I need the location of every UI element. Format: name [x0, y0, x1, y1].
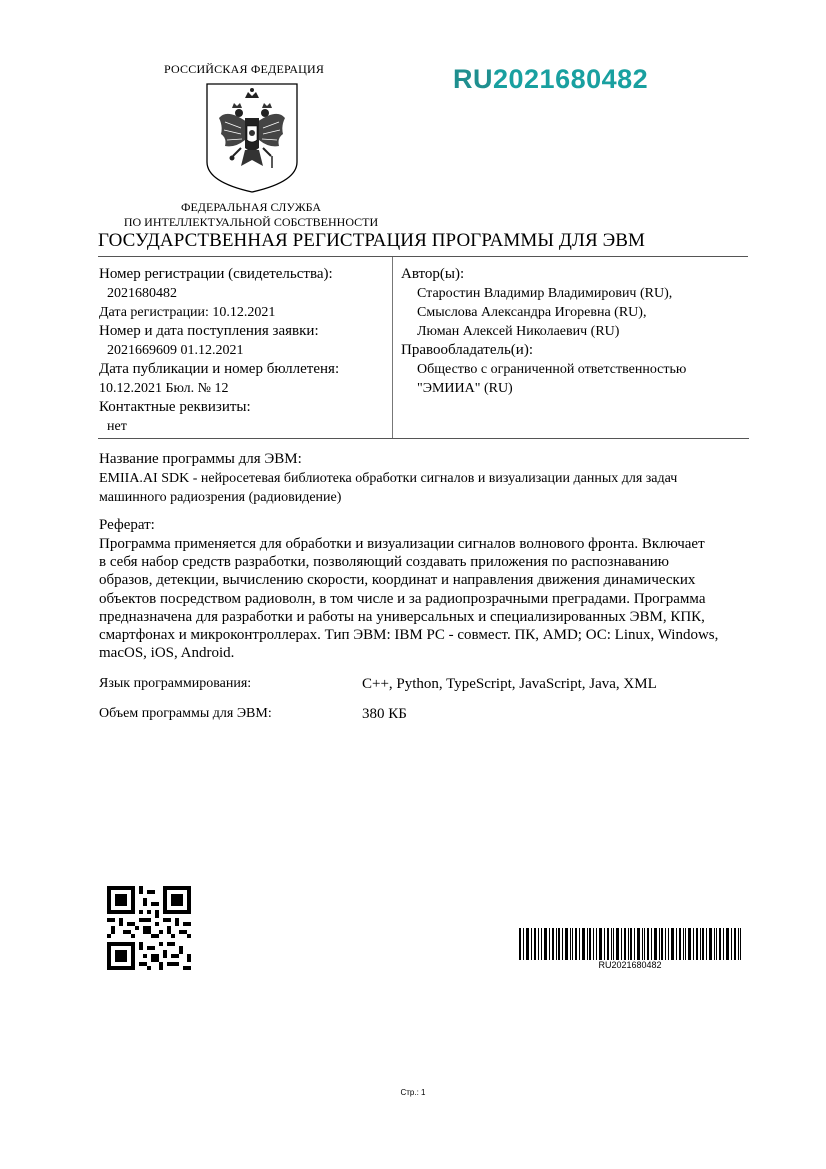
registration-digits: 2021680482: [493, 64, 649, 94]
size-value: 380 КБ: [362, 706, 407, 722]
holder-name-line-1: Общество с ограниченной ответственностью: [417, 362, 687, 377]
language-label: Язык программирования:: [99, 676, 252, 691]
publication-value: 10.12.2021 Бюл. № 12: [99, 381, 229, 396]
qr-code-icon: [107, 886, 191, 970]
contacts-label: Контактные реквизиты:: [99, 399, 251, 415]
title-divider: [98, 256, 748, 257]
country-name: РОССИЙСКАЯ ФЕДЕРАЦИЯ: [164, 62, 325, 76]
barcode-icon: [519, 928, 741, 960]
abstract-line: образов, детекции, вычислению скорости, координат и направления движения динамических: [99, 572, 696, 589]
registration-info: [99, 265, 339, 436]
contacts-value: нет: [107, 419, 127, 434]
abstract-label: Реферат:: [99, 517, 155, 533]
agency-line-2: ПО ИНТЕЛЛЕКТУАЛЬНОЙ СОБСТВЕННОСТИ: [123, 215, 379, 229]
program-name-section: [99, 450, 749, 507]
author-item: Смыслова Александра Игоревна (RU),: [417, 305, 647, 320]
country-code: RU: [453, 64, 493, 94]
abstract-section: [99, 516, 751, 662]
authors-label: Автор(ы):: [401, 266, 465, 282]
holder-label: Правообладатель(и):: [401, 342, 533, 358]
program-name-line-1: EMIIA.AI SDK - нейросетевая библиотека обработки сигналов и визуализации данных для задач: [99, 471, 678, 486]
agency-line-1: ФЕДЕРАЛЬНАЯ СЛУЖБА: [181, 200, 321, 214]
registration-number-heading: [453, 64, 648, 95]
authors-info: [401, 265, 686, 398]
size-label: Объем программы для ЭВМ:: [99, 706, 272, 721]
author-item: Люман Алексей Николаевич (RU): [417, 324, 620, 339]
publication-label: Дата публикации и номер бюллетеня:: [99, 361, 340, 377]
holder-name-line-2: "ЭМИИА" (RU): [417, 381, 513, 396]
abstract-line: предназначена для разработки и работы на универсальных и специализированных ЭВМ, КПК,: [99, 608, 705, 625]
program-name-label: Название программы для ЭВМ:: [99, 451, 302, 467]
barcode-label: RU2021680482: [598, 960, 662, 970]
program-name-line-2: машинного радиозрения (радиовидение): [99, 490, 342, 505]
info-divider: [98, 438, 749, 439]
abstract-line: в себя набор средств разработки, позволяющий создавать приложения по распознаванию: [99, 554, 669, 571]
abstract-line: macOS, iOS, Android.: [99, 645, 235, 662]
document-title: ГОСУДАРСТВЕННАЯ РЕГИСТРАЦИЯ ПРОГРАММЫ ДЛЯ ЭВМ: [98, 230, 645, 251]
page-number: Стр.: 1: [400, 1088, 426, 1097]
author-item: Старостин Владимир Владимирович (RU),: [417, 286, 673, 301]
language-value: C++, Python, TypeScript, JavaScript, Java, XML: [362, 676, 657, 692]
reg-number-label: Номер регистрации (свидетельства):: [99, 266, 333, 282]
reg-number-value: 2021680482: [107, 286, 177, 301]
double-headed-eagle-icon: [205, 82, 299, 194]
application-label: Номер и дата поступления заявки:: [99, 323, 319, 339]
reg-date: Дата регистрации: 10.12.2021: [99, 305, 276, 320]
agency-name: [96, 200, 406, 230]
abstract-line: Программа применяется для обработки и визуализации сигналов волнового фронта. Включает: [99, 536, 705, 552]
abstract-line: смартфонах и микроконтроллерах. Тип ЭВМ: IBM PC - совмест. ПК, AMD; ОС: Linux, Windows,: [99, 627, 719, 644]
application-value: 2021669609 01.12.2021: [107, 343, 244, 358]
abstract-line: объектов посредством радиоволн, в том числе и за радиопрозрачными преградами. Программа: [99, 590, 706, 607]
column-divider: [392, 257, 393, 438]
